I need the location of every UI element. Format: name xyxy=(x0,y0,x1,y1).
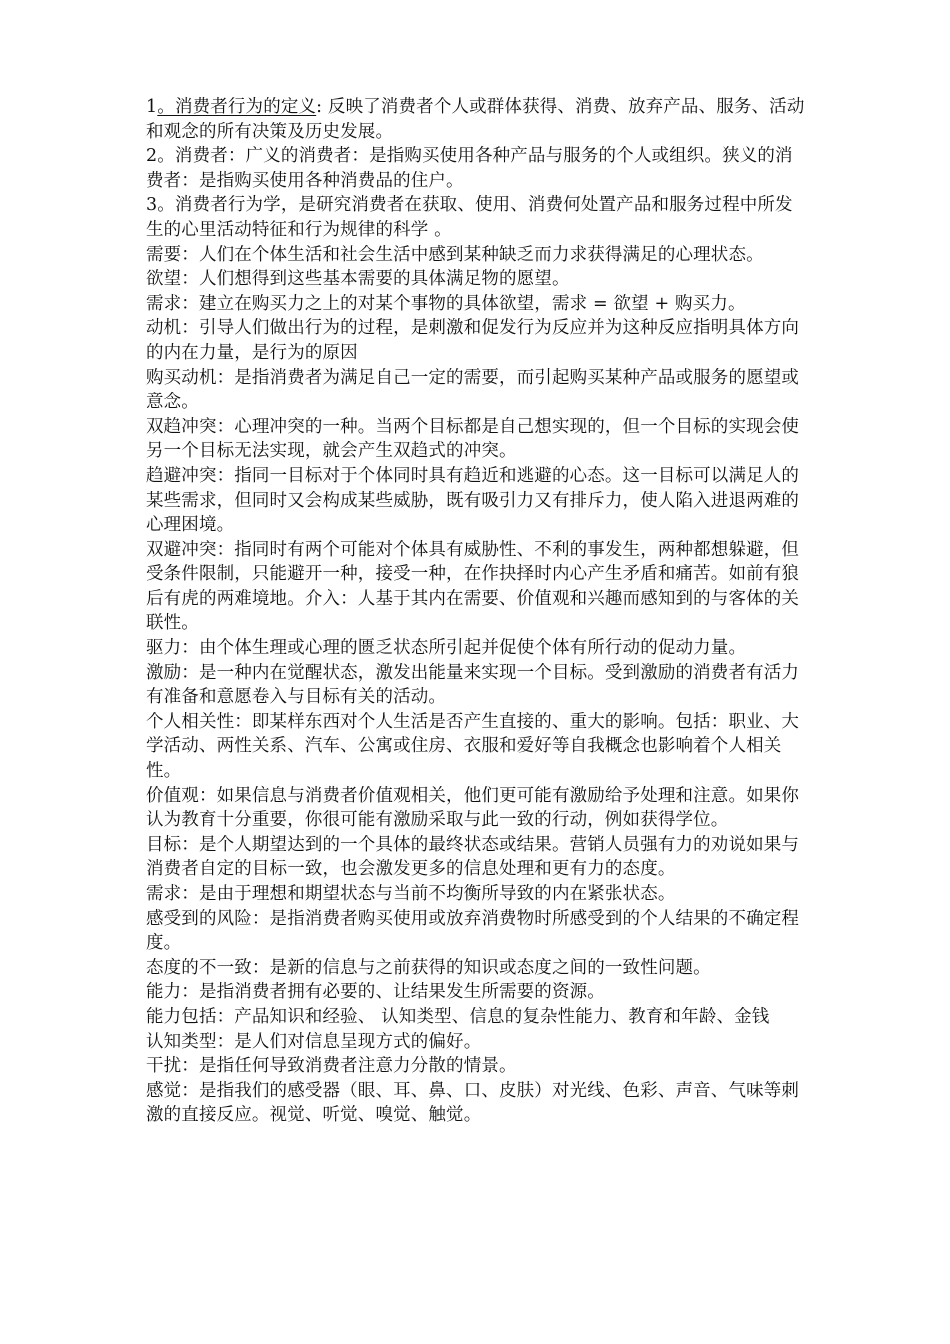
paragraph-ability-includes: 能力包括：产品知识和经验、 认知类型、信息的复杂性能力、教育和年龄、金钱 xyxy=(146,1006,770,1027)
paragraph-motive: 动机：引导人们做出行为的过程，是刺激和促发行为反应并为这种反应指明具体方向的内在力量，是行为的原因 xyxy=(146,318,800,363)
document-body xyxy=(146,95,806,1128)
paragraph-distraction: 干扰：是指任何导致消费者注意力分散的情景。 xyxy=(146,1056,517,1077)
paragraph-sensation: 感觉：是指我们的感受器（眼、耳、鼻、口、皮肤）对光线、色彩、声音、气味等刺激的直接反应。视觉、听觉、嗅觉、触觉。 xyxy=(146,1080,800,1126)
underlined-term: 。消费者行为的定义 xyxy=(157,97,317,117)
paragraph-avoidance-avoidance-conflict: 双避冲突：指同时有两个可能对个体具有威胁性、不利的事发生，两种都想躲避，但受条件限制，只能避开一种，接受一种，在作抉择时内心产生矛盾和痛苦。如前有狼后有虎的两难境地。介入：人基于其内在需要、价值观和兴趣而感知到的与客体的关联性。 xyxy=(146,539,800,634)
paragraph-motivation: 激励：是一种内在觉醒状态，激发出能量来实现一个目标。受到激励的消费者有活力有准备和意愿卷入与目标有关的活动。 xyxy=(146,662,800,708)
paragraph-ability: 能力：是指消费者拥有必要的、让结果发生所需要的资源。 xyxy=(146,982,605,1003)
paragraph-drive: 驱力：由个体生理或心理的匮乏状态所引起并促使个体有所行动的促动力量。 xyxy=(146,638,747,659)
paragraph-consumer-behavior-definition xyxy=(146,95,806,144)
paragraph-personal-relevance: 个人相关性：即某样东西对个人生活是否产生直接的、重大的影响。包括：职业、大学活动、两性关系、汽车、公寓或住房、衣服和爱好等自我概念也影响着个人相关性。 xyxy=(146,711,800,782)
paragraph-values: 价值观：如果信息与消费者价值观相关，他们更可能有激励给予处理和注意。如果你认为教育十分重要，你很可能有激励采取与此一致的行动，例如获得学位。 xyxy=(146,785,800,831)
paragraph-cognitive-style: 认知类型：是人们对信息呈现方式的偏好。 xyxy=(146,1031,482,1052)
paragraph-perceived-risk: 感受到的风险：是指消费者购买使用或放弃消费物时所感受到的个人结果的不确定程度。 xyxy=(146,908,800,954)
paragraph-needs-tension: 需求：是由于理想和期望状态与当前不均衡所导致的内在紧张状态。 xyxy=(146,884,676,904)
paragraph-consumer-behavior-science: 3。消费者行为学，是研究消费者在获取、使用、消费何处置产品和服务过程中所发生的心里活动特征和行为规律的科学 。 xyxy=(146,195,793,240)
paragraph-goals: 目标：是个人期望达到的一个具体的最终状态或结果。营销人员强有力的劝说如果与消费者自定的目标一致，也会激发更多的信息处理和更有力的态度。 xyxy=(146,834,800,880)
paragraph-demand: 需求：建立在购买力之上的对某个事物的具体欲望，需求 = 欲望 + 购买力。 xyxy=(146,293,746,314)
paragraph-approach-approach-conflict: 双趋冲突：心理冲突的一种。当两个目标都是自己想实现的，但一个目标的实现会使另一个目标无法实现，就会产生双趋式的冲突。 xyxy=(146,416,800,462)
paragraph-consumer: 2。消费者：广义的消费者：是指购买使用各种产品与服务的个人或组织。狭义的消费者：是指购买使用各种消费品的住户。 xyxy=(146,146,793,191)
item-number: 1 xyxy=(146,97,158,117)
paragraph-approach-avoidance-conflict: 趋避冲突：指同一目标对于个体同时具有趋近和逃避的心态。这一目标可以满足人的某些需求，但同时又会构成某些威胁，既有吸引力又有排斥力，使人陷入进退两难的心理困境。 xyxy=(146,465,800,536)
paragraph-desire: 欲望：人们想得到这些基本需要的具体满足物的愿望。 xyxy=(146,269,570,290)
paragraph-text: : 反映了消费者个人或群体获得、消费、放弃产品、服务、活动和观念的所有决策及历史发展。 xyxy=(146,97,805,142)
paragraph-attitude-inconsistency: 态度的不一致：是新的信息与之前获得的知识或态度之间的一致性问题。 xyxy=(146,957,711,978)
paragraph-need: 需要：人们在个体生活和社会生活中感到某种缺乏而力求获得满足的心理状态。 xyxy=(146,244,764,265)
paragraph-purchase-motive: 购买动机：是指消费者为满足自己一定的需要，而引起购买某种产品或服务的愿望或意念。 xyxy=(146,367,800,413)
